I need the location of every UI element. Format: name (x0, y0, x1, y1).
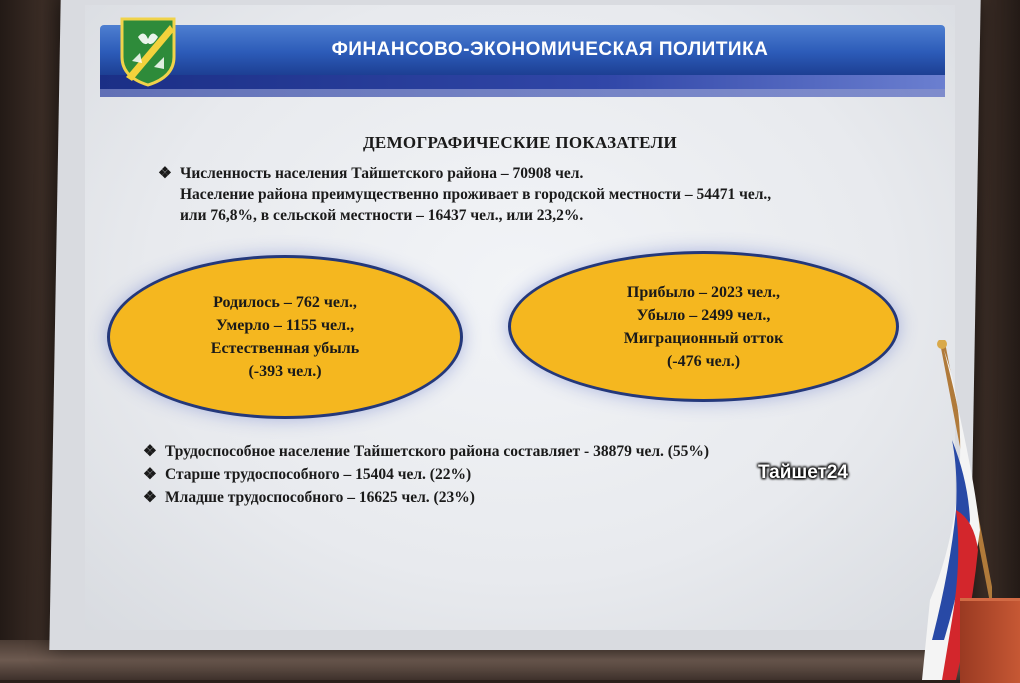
population-urban-text: Население района преимущественно проживает в городской местности – 54471 чел., (180, 186, 772, 203)
presentation-slide (85, 5, 955, 630)
diamond-bullet-icon: ❖ (158, 165, 172, 182)
natural-decline-value: (-393 чел.) (248, 363, 322, 380)
population-line-1 (158, 163, 938, 184)
arrivals-text: Прибыло – 2023 чел., (626, 283, 781, 301)
migration-oval (508, 251, 899, 402)
natural-decline-label: Естественная убыль (210, 340, 360, 357)
population-summary (158, 163, 938, 226)
population-rural-text: или 76,8%, в сельской местности – 16437 чел., или 23,2%. (180, 207, 584, 224)
natural-movement-oval (107, 255, 463, 419)
labor-line-3 (143, 486, 923, 509)
working-age-text: Трудоспособное население Тайшетского района составляет - 38879 чел. (55%) (165, 443, 710, 460)
deaths-text: Умерло – 1155 чел., (215, 317, 355, 334)
diamond-bullet-icon: ❖ (143, 489, 157, 506)
departures-text: Убыло – 2499 чел., (636, 306, 771, 324)
diamond-bullet-icon: ❖ (143, 443, 157, 460)
population-total-text: Численность населения Тайшетского района – 70908 чел. (180, 165, 584, 182)
podium (960, 598, 1020, 683)
banner-stripe-secondary (100, 89, 945, 97)
district-coat-of-arms-icon (118, 17, 178, 87)
banner-stripe (100, 75, 945, 89)
above-working-age-text: Старше трудоспособного – 15404 чел. (22%) (165, 466, 472, 483)
births-text: Родилось – 762 чел., (213, 294, 357, 311)
migration-outflow-value: (-476 чел.) (666, 352, 741, 370)
slide-header-banner (100, 17, 945, 102)
labor-line-1 (143, 440, 923, 463)
diamond-bullet-icon: ❖ (143, 466, 157, 483)
below-working-age-text: Младше трудоспособного – 16625 чел. (23%) (165, 489, 475, 506)
slide-header-title: ФИНАНСОВО-ЭКОНОМИЧЕСКАЯ ПОЛИТИКА (331, 39, 769, 60)
site-watermark: Тайшет24 (758, 462, 848, 483)
migration-outflow-label: Миграционный отток (623, 329, 784, 347)
section-title: ДЕМОГРАФИЧЕСКИЕ ПОКАЗАТЕЛИ (362, 133, 678, 152)
